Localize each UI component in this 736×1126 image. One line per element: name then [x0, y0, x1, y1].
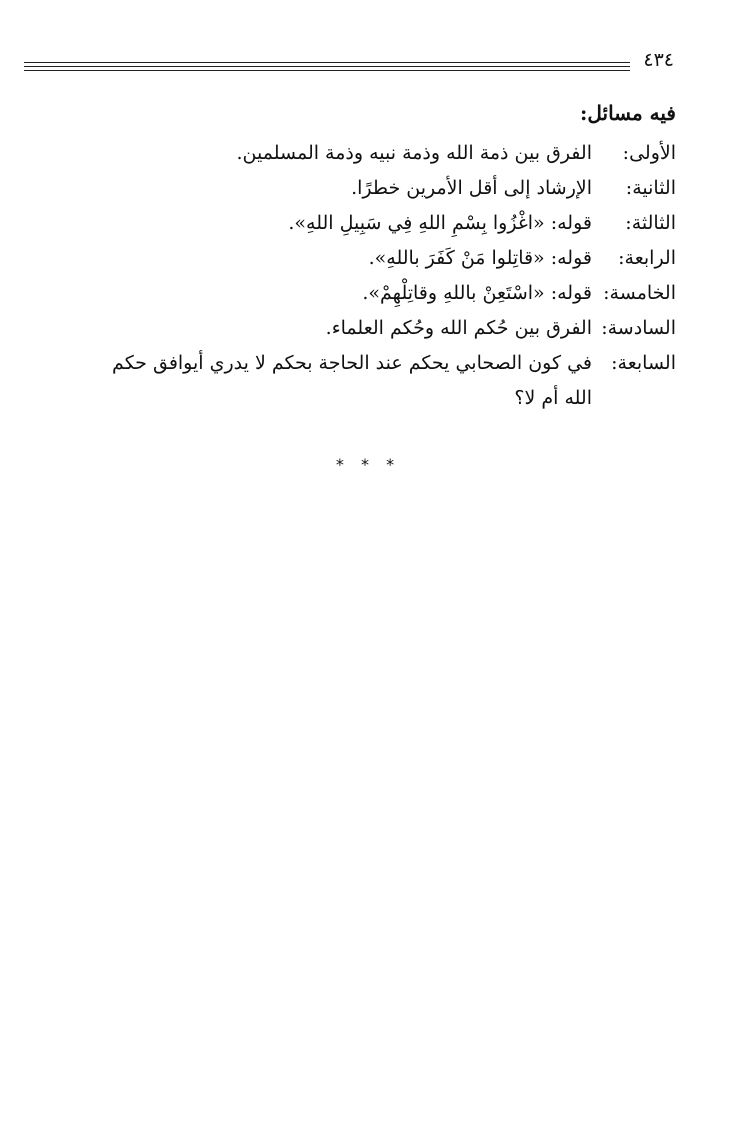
header-rule-middle	[24, 66, 630, 67]
list-item	[16, 311, 676, 346]
list-item	[16, 346, 676, 416]
list-item	[16, 136, 676, 171]
header-rule-bottom	[24, 70, 630, 71]
list-item	[16, 241, 676, 276]
item-label: الثالثة:	[625, 212, 676, 234]
list-item	[16, 171, 676, 206]
item-text: الفرق بين ذمة الله وذمة نبيه وذمة المسلمين.	[236, 142, 592, 164]
item-text: قوله: «اسْتَعِنْ باللهِ وقاتِلْهِمْ».	[362, 282, 592, 304]
item-text: قوله: «اغْزُوا بِسْمِ اللهِ فِي سَبِيلِ اللهِ».	[288, 212, 592, 234]
section-separator: * * *	[335, 455, 401, 474]
item-label: الثانية:	[625, 177, 676, 199]
item-label: السابعة:	[611, 352, 676, 374]
item-label: الأولى:	[622, 142, 676, 164]
header-rule-top	[24, 62, 630, 63]
list-item	[16, 206, 676, 241]
page-header	[24, 50, 674, 74]
page-number: ٤٣٤	[643, 49, 674, 71]
issues-section	[16, 98, 676, 416]
item-text-multiline	[16, 346, 592, 416]
item-text: الإرشاد إلى أقل الأمرين خطرًا.	[351, 177, 592, 199]
section-heading: فيه مسائل:	[579, 101, 676, 125]
item-text: في كون الصحابي يحكم عند الحاجة بحكم لا يدري أيوافق حكم	[112, 352, 592, 374]
item-label: الرابعة:	[618, 247, 676, 269]
item-text: قوله: «قاتِلوا مَنْ كَفَرَ باللهِ».	[368, 247, 592, 269]
item-text-continuation: الله أم لا؟	[514, 387, 592, 409]
item-label: السادسة:	[601, 317, 676, 339]
item-text: الفرق بين حُكم الله وحُكم العلماء.	[325, 317, 592, 339]
item-label: الخامسة:	[603, 282, 676, 304]
list-item	[16, 276, 676, 311]
